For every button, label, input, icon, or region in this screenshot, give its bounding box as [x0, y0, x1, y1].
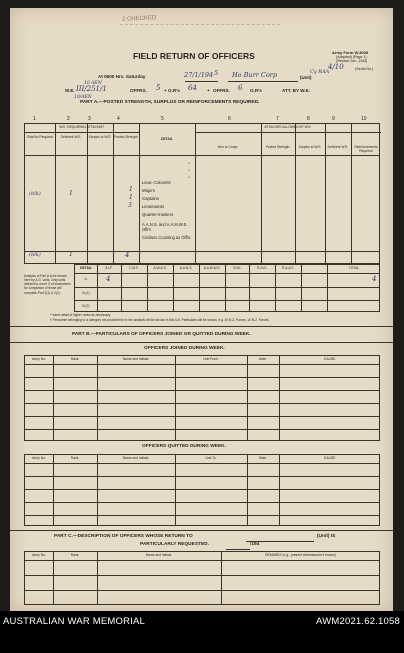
detail-captains: Captains	[142, 196, 159, 201]
return-date-value: 27/1/194	[184, 71, 214, 79]
part-a-strength-table	[24, 123, 380, 264]
plus-sign-2: +	[207, 88, 210, 93]
checked-stamp: 2 CHECKED	[121, 15, 157, 23]
c1-handwritten: (blk)	[29, 191, 41, 197]
detail-asterisk-1: *	[188, 161, 190, 166]
joined-rank-header: Rank.	[70, 357, 80, 361]
col-num-9: 9	[332, 116, 335, 122]
part-c-name-header: Name and Initials.	[145, 553, 173, 557]
footer-institution: AUSTRALIAN WAR MEMORIAL	[3, 616, 146, 627]
analysis-note: Analysis of Part A to be shown here by A.G. units. Only units needed to cover. If of instructions for completion of these will complete Part 2(1) & 2(2).	[24, 274, 71, 295]
return-date-year: 5	[214, 69, 219, 77]
col-num-4: 4	[117, 116, 120, 122]
analysis-aans-header: A.A.N.S.	[179, 266, 193, 270]
footnote-2: † Personnel belonging to a category not provided for in the analysis will be shown in this Col. Particulars will be shown, e.g. 20 N.Z. Forces, 10 N.Z. Forces.	[50, 318, 270, 322]
header-c7: Posted Strength.	[265, 145, 291, 149]
we-label: W.E.	[65, 88, 75, 93]
col-num-8: 8	[307, 116, 310, 122]
army-form-number: Army Form W.3008	[332, 50, 369, 55]
quitted-name-header: Name and Initials.	[122, 456, 150, 460]
plus-sign-1: +	[164, 88, 167, 93]
serial-number-value: 4/10	[328, 63, 344, 71]
col-num-1: 1	[33, 116, 36, 122]
joined-cause-header: CAUSE.	[323, 357, 337, 361]
att-by-we-label: ATT. BY W.E.	[282, 88, 310, 93]
detail-quarter-masters: Quarter-masters	[142, 212, 174, 217]
analysis-civil-header: CIVIL	[232, 266, 242, 270]
total-c1-value: (blk)	[29, 252, 41, 258]
c4-majors-value: 1	[129, 186, 133, 193]
header-c3: Surplus to W.E.	[88, 135, 112, 139]
detail-asterisk-2: *	[188, 168, 190, 173]
quitted-date-header: Date.	[259, 456, 267, 460]
analysis-row-b2: B.(2)	[82, 304, 90, 308]
footnote-1: * Insert detail of higher ranks as necessary.	[50, 313, 111, 317]
quitted-cause-header: CAUSE.	[323, 456, 337, 460]
header-c1: Ests'No Required	[27, 135, 53, 139]
joined-name-header: Name and Initials.	[122, 357, 150, 361]
detail-asterisk-3: *	[188, 175, 190, 180]
joined-army-no-header: Army No.	[32, 357, 46, 361]
total-c2-value: 1	[69, 251, 73, 258]
unit-label: (Unit)	[300, 75, 312, 80]
we-note-1: 10 AEN	[84, 81, 102, 86]
total-c4-value: 4	[125, 251, 130, 259]
analysis-ran-header: R.A.N.	[257, 266, 267, 270]
detail-lieut-colonels: Lieut.-Colonels	[142, 180, 171, 185]
c2-handwritten: 1	[69, 190, 73, 197]
analysis-aamws-header: A.A.M.W.S.	[203, 266, 221, 270]
part-c-rank-header: Rank.	[70, 553, 80, 557]
joined-title: OFFICERS JOINED DURING WEEK.	[144, 346, 225, 351]
quitted-unit-to-header: Unit To.	[205, 456, 217, 460]
museum-footer	[0, 611, 404, 653]
header-c4: Posted Strength	[114, 135, 138, 139]
quitted-rank-header: Rank.	[70, 456, 80, 460]
analysis-total-header: TOTAL	[348, 266, 360, 270]
part-b-title: PART B.—PARTICULARS OF OFFICERS JOINED OR QUITTED DURING WEEK.	[72, 332, 251, 337]
header-c2: Deficient W.E.	[60, 135, 82, 139]
army-form-revised: (Revised Jan., 1943)	[336, 59, 368, 63]
part-c-top-rule	[10, 530, 393, 531]
we-note-2: 10/AEN	[74, 95, 92, 100]
detail-lieutenants: Lieutenants	[142, 204, 165, 209]
offrs-label: OFFRS.	[130, 88, 147, 93]
detail-aans: A.A.N.S. and A.A.M.W.S. Offrs	[142, 222, 188, 233]
unit-value: Ho Burr Corp	[232, 71, 278, 79]
form-sheet	[10, 8, 393, 611]
quitted-title: OFFICERS QUITTED DURING WEEK.	[142, 444, 226, 449]
ors-label-2: O.R's	[250, 88, 262, 93]
part-c-title-2: PARTICULARLY REQUESTED.	[140, 542, 209, 547]
analysis-row-b1: B.(1)	[82, 291, 90, 295]
header-c8: Surplus to W.E.	[298, 145, 322, 149]
part-b-top-rule	[10, 326, 393, 327]
col-num-6: 6	[228, 116, 231, 122]
attached-allowed-group-header: ATTACHED ALLOWED BY W.E.	[264, 125, 312, 129]
ors-value-2: 6	[238, 84, 243, 92]
joined-unit-from-header: Unit From.	[203, 357, 219, 361]
detail-civilians: Civilians Counting as Offrs.	[142, 235, 192, 240]
analysis-raaf-header: R.A.A.F.	[281, 266, 295, 270]
part-c-date-fill: /194	[250, 542, 260, 547]
c4-lieutenants-value: 3	[128, 202, 132, 209]
joined-table	[24, 355, 380, 441]
offrs-value: 5	[156, 84, 161, 92]
unit-note: Cy RAA	[310, 69, 330, 75]
analysis-aif-header: A.I.F.	[105, 266, 113, 270]
we-value: III/251/1	[76, 85, 107, 93]
col-num-2: 2	[67, 116, 70, 122]
header-c10: Reinforcements Required	[354, 145, 378, 153]
serial-number-label: (Serial No.)	[355, 67, 374, 71]
analysis-total-value: 4	[372, 275, 377, 283]
analysis-row-a: A.	[84, 277, 88, 281]
part-a-title: PART A.—POSTED STRENGTH, SURPLUS OR REINFORCEMENTS REQUIRED.	[80, 100, 260, 105]
col-num-3: 3	[88, 116, 91, 122]
col-num-10: 10	[361, 116, 367, 122]
quitted-table	[24, 454, 380, 526]
analysis-aif-value: 4	[106, 275, 111, 283]
unit-rule	[228, 81, 298, 82]
ors-label-1: O.R's	[168, 88, 180, 93]
we-requiring-group-header: W.E. REQUIRING ATTACHMT.	[59, 125, 105, 129]
part-c-title-1: PART C.—DESCRIPTION OF OFFICERS WHOSE RETURN TO	[54, 534, 193, 539]
detail-majors: Majors	[142, 188, 155, 193]
header-c5-detail: DETAIL	[161, 137, 173, 141]
at-hours-line: At 0600 Hrs. Saturday	[98, 74, 146, 79]
c4-captains-value: 1	[129, 194, 133, 201]
ors-value-1: 64	[188, 84, 197, 92]
header-c6: Arm or Corps.	[217, 145, 239, 149]
analysis-table	[74, 264, 380, 312]
analysis-awas-header: A.W.A.S.	[153, 266, 167, 270]
analysis-detail-header: DETAIL	[80, 266, 92, 270]
part-c-army-no-header: Army No.	[32, 553, 46, 557]
part-c-remarks-header: REMARKS (e.g., present whereabouts if known).	[265, 553, 337, 557]
part-c-table	[24, 551, 380, 605]
part-c-unit-is: (Unit) IS	[317, 534, 336, 539]
part-c-date-rule	[226, 549, 250, 550]
army-form-adapted: (Adapted) (Page 1)	[336, 55, 367, 59]
offrs-label-2: OFFRS.	[213, 88, 230, 93]
col-num-7: 7	[276, 116, 279, 122]
analysis-cmf-header: C.M.F.	[129, 266, 139, 270]
header-c9: Deficient W.E.	[327, 145, 349, 149]
form-title: FIELD RETURN OF OFFICERS	[133, 51, 255, 61]
part-b-rule	[10, 342, 393, 343]
date-rule	[185, 81, 218, 82]
footer-accession-number: AWM2021.62.1058	[316, 616, 400, 627]
col-num-5: 5	[161, 116, 164, 122]
joined-date-header: Date.	[259, 357, 267, 361]
quitted-army-no-header: Army No.	[32, 456, 46, 460]
